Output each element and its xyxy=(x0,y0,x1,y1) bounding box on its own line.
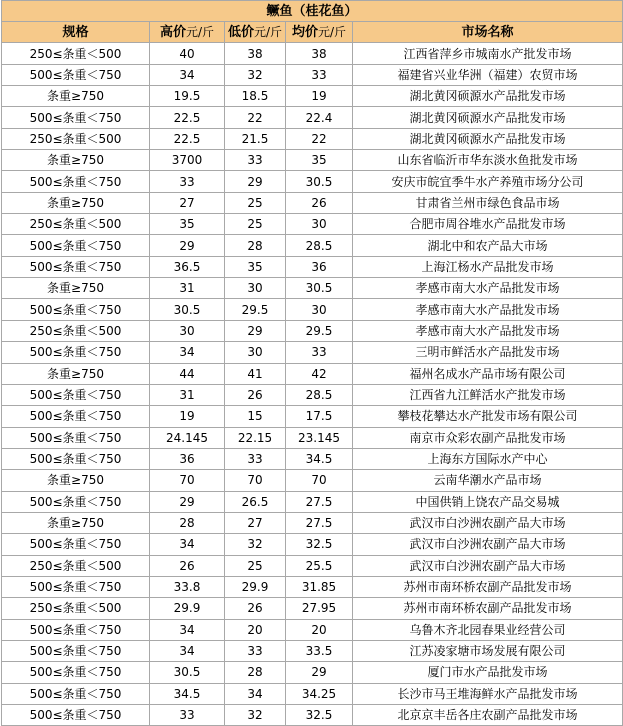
cell-low-price: 30 xyxy=(225,278,286,299)
cell-high-price: 29 xyxy=(150,491,225,512)
cell-spec: 500≤条重＜750 xyxy=(2,427,150,448)
cell-high-price: 24.145 xyxy=(150,427,225,448)
table-row xyxy=(2,683,623,704)
cell-low-price: 28 xyxy=(225,662,286,683)
table-row xyxy=(2,705,623,726)
cell-high-price: 44 xyxy=(150,363,225,384)
cell-avg-price: 70 xyxy=(286,470,353,491)
header-row xyxy=(2,22,623,43)
table-row xyxy=(2,150,623,171)
header-high-price xyxy=(150,22,225,43)
cell-market-name: 湖北黄冈硕源水产品批发市场 xyxy=(353,86,623,107)
cell-market-name: 厦门市水产品批发市场 xyxy=(353,662,623,683)
cell-low-price: 25 xyxy=(225,555,286,576)
cell-low-price: 38 xyxy=(225,43,286,64)
cell-high-price: 34 xyxy=(150,640,225,661)
cell-market-name: 南京市众彩农副产品批发市场 xyxy=(353,427,623,448)
cell-avg-price: 23.145 xyxy=(286,427,353,448)
cell-spec: 500≤条重＜750 xyxy=(2,491,150,512)
cell-avg-price: 35 xyxy=(286,150,353,171)
cell-market-name: 中国供销上饶农产品交易城 xyxy=(353,491,623,512)
cell-high-price: 27 xyxy=(150,192,225,213)
header-low-price xyxy=(225,22,286,43)
cell-market-name: 福州名成水产品市场有限公司 xyxy=(353,363,623,384)
cell-market-name: 孝感市南大水产品批发市场 xyxy=(353,299,623,320)
cell-avg-price: 27.5 xyxy=(286,491,353,512)
cell-avg-price: 25.5 xyxy=(286,555,353,576)
cell-market-name: 苏州市南环桥农副产品批发市场 xyxy=(353,598,623,619)
cell-market-name: 江苏凌家塘市场发展有限公司 xyxy=(353,640,623,661)
cell-spec: 500≤条重＜750 xyxy=(2,619,150,640)
cell-high-price: 34 xyxy=(150,619,225,640)
table-row xyxy=(2,299,623,320)
cell-market-name: 武汉市白沙洲农副产品大市场 xyxy=(353,512,623,533)
cell-market-name: 湖北黄冈硕源水产品批发市场 xyxy=(353,107,623,128)
cell-spec: 500≤条重＜750 xyxy=(2,662,150,683)
cell-spec: 500≤条重＜750 xyxy=(2,683,150,704)
cell-high-price: 30.5 xyxy=(150,299,225,320)
cell-avg-price: 26 xyxy=(286,192,353,213)
cell-avg-price: 29 xyxy=(286,662,353,683)
table-row xyxy=(2,320,623,341)
cell-avg-price: 33 xyxy=(286,64,353,85)
cell-market-name: 三明市鲜活水产品批发市场 xyxy=(353,342,623,363)
cell-low-price: 21.5 xyxy=(225,128,286,149)
cell-market-name: 孝感市南大水产品批发市场 xyxy=(353,278,623,299)
cell-low-price: 29 xyxy=(225,320,286,341)
header-avg-price xyxy=(286,22,353,43)
cell-spec: 500≤条重＜750 xyxy=(2,107,150,128)
cell-spec: 250≤条重＜500 xyxy=(2,43,150,64)
cell-avg-price: 30.5 xyxy=(286,278,353,299)
table-row xyxy=(2,406,623,427)
cell-high-price: 40 xyxy=(150,43,225,64)
header-low-label: 低价 xyxy=(227,24,254,40)
cell-low-price: 41 xyxy=(225,363,286,384)
price-table xyxy=(1,0,623,726)
cell-market-name: 武汉市白沙洲农副产品大市场 xyxy=(353,534,623,555)
header-avg-unit: 元/斤 xyxy=(317,24,347,39)
cell-market-name: 长沙市马王堆海鲜水产品批发市场 xyxy=(353,683,623,704)
cell-high-price: 34.5 xyxy=(150,683,225,704)
cell-low-price: 32 xyxy=(225,705,286,726)
title-row xyxy=(2,1,623,22)
cell-spec: 250≤条重＜500 xyxy=(2,555,150,576)
cell-spec: 500≤条重＜750 xyxy=(2,534,150,555)
table-row xyxy=(2,427,623,448)
cell-low-price: 32 xyxy=(225,534,286,555)
cell-market-name: 北京京丰岳各庄农副产品批发市场 xyxy=(353,705,623,726)
cell-spec: 500≤条重＜750 xyxy=(2,235,150,256)
cell-spec: 500≤条重＜750 xyxy=(2,256,150,277)
cell-low-price: 28 xyxy=(225,235,286,256)
table-title: 鳜鱼（桂花鱼） xyxy=(2,1,623,22)
cell-high-price: 33.8 xyxy=(150,576,225,597)
cell-avg-price: 28.5 xyxy=(286,235,353,256)
cell-high-price: 34 xyxy=(150,64,225,85)
cell-avg-price: 27.5 xyxy=(286,512,353,533)
table-row xyxy=(2,64,623,85)
cell-low-price: 22.15 xyxy=(225,427,286,448)
cell-avg-price: 22 xyxy=(286,128,353,149)
table-row xyxy=(2,171,623,192)
table-row xyxy=(2,619,623,640)
header-high-unit: 元/斤 xyxy=(185,24,215,39)
cell-spec: 500≤条重＜750 xyxy=(2,640,150,661)
cell-market-name: 安庆市皖宜季牛水产养殖市场分公司 xyxy=(353,171,623,192)
cell-high-price: 34 xyxy=(150,342,225,363)
cell-market-name: 上海东方国际水产中心 xyxy=(353,448,623,469)
cell-spec: 500≤条重＜750 xyxy=(2,342,150,363)
cell-market-name: 乌鲁木齐北园春果业经营公司 xyxy=(353,619,623,640)
table-row xyxy=(2,128,623,149)
cell-high-price: 28 xyxy=(150,512,225,533)
cell-high-price: 33 xyxy=(150,171,225,192)
table-body xyxy=(2,43,623,726)
table-row xyxy=(2,598,623,619)
cell-avg-price: 20 xyxy=(286,619,353,640)
cell-spec: 500≤条重＜750 xyxy=(2,171,150,192)
cell-spec: 500≤条重＜750 xyxy=(2,406,150,427)
cell-spec: 500≤条重＜750 xyxy=(2,705,150,726)
cell-low-price: 35 xyxy=(225,256,286,277)
table-row xyxy=(2,192,623,213)
cell-low-price: 27 xyxy=(225,512,286,533)
cell-avg-price: 42 xyxy=(286,363,353,384)
cell-high-price: 34 xyxy=(150,534,225,555)
cell-spec: 500≤条重＜750 xyxy=(2,64,150,85)
table-row xyxy=(2,278,623,299)
cell-spec: 条重≥750 xyxy=(2,470,150,491)
cell-high-price: 30 xyxy=(150,320,225,341)
cell-market-name: 江西省九江鲜活水产批发市场 xyxy=(353,384,623,405)
cell-market-name: 合肥市周谷堆水产品批发市场 xyxy=(353,214,623,235)
cell-spec: 条重≥750 xyxy=(2,86,150,107)
cell-low-price: 29.5 xyxy=(225,299,286,320)
cell-spec: 250≤条重＜500 xyxy=(2,214,150,235)
cell-spec: 条重≥750 xyxy=(2,512,150,533)
table-row xyxy=(2,534,623,555)
cell-high-price: 19.5 xyxy=(150,86,225,107)
cell-high-price: 70 xyxy=(150,470,225,491)
cell-low-price: 34 xyxy=(225,683,286,704)
cell-spec: 条重≥750 xyxy=(2,278,150,299)
header-avg-label: 均价 xyxy=(291,24,318,40)
cell-low-price: 26 xyxy=(225,384,286,405)
header-spec: 规格 xyxy=(2,22,150,43)
cell-market-name: 苏州市南环桥农副产品批发市场 xyxy=(353,576,623,597)
cell-high-price: 30.5 xyxy=(150,662,225,683)
cell-avg-price: 28.5 xyxy=(286,384,353,405)
header-low-unit: 元/斤 xyxy=(253,24,283,39)
table-row xyxy=(2,363,623,384)
table-row xyxy=(2,448,623,469)
cell-high-price: 35 xyxy=(150,214,225,235)
cell-low-price: 25 xyxy=(225,214,286,235)
cell-spec: 条重≥750 xyxy=(2,192,150,213)
table-row xyxy=(2,576,623,597)
cell-avg-price: 31.85 xyxy=(286,576,353,597)
cell-avg-price: 33.5 xyxy=(286,640,353,661)
cell-low-price: 26.5 xyxy=(225,491,286,512)
cell-high-price: 31 xyxy=(150,278,225,299)
table-row xyxy=(2,384,623,405)
cell-market-name: 湖北黄冈硕源水产品批发市场 xyxy=(353,128,623,149)
cell-market-name: 湖北中和农产品大市场 xyxy=(353,235,623,256)
cell-high-price: 3700 xyxy=(150,150,225,171)
cell-avg-price: 19 xyxy=(286,86,353,107)
cell-high-price: 26 xyxy=(150,555,225,576)
cell-high-price: 31 xyxy=(150,384,225,405)
cell-avg-price: 29.5 xyxy=(286,320,353,341)
cell-low-price: 15 xyxy=(225,406,286,427)
cell-avg-price: 38 xyxy=(286,43,353,64)
cell-avg-price: 34.25 xyxy=(286,683,353,704)
cell-spec: 500≤条重＜750 xyxy=(2,384,150,405)
cell-high-price: 36 xyxy=(150,448,225,469)
cell-low-price: 29.9 xyxy=(225,576,286,597)
cell-low-price: 25 xyxy=(225,192,286,213)
cell-spec: 500≤条重＜750 xyxy=(2,299,150,320)
cell-market-name: 攀枝花攀达水产批发市场有限公司 xyxy=(353,406,623,427)
cell-avg-price: 32.5 xyxy=(286,705,353,726)
cell-spec: 500≤条重＜750 xyxy=(2,448,150,469)
cell-market-name: 甘肃省兰州市绿色食品市场 xyxy=(353,192,623,213)
table-row xyxy=(2,640,623,661)
cell-high-price: 29 xyxy=(150,235,225,256)
table-row xyxy=(2,235,623,256)
table-row xyxy=(2,43,623,64)
cell-low-price: 32 xyxy=(225,64,286,85)
cell-market-name: 福建省兴业华洲（福建）农贸市场 xyxy=(353,64,623,85)
cell-market-name: 山东省临沂市华东淡水鱼批发市场 xyxy=(353,150,623,171)
cell-low-price: 33 xyxy=(225,640,286,661)
cell-market-name: 云南华潮水产品市场 xyxy=(353,470,623,491)
cell-spec: 250≤条重＜500 xyxy=(2,598,150,619)
table-row xyxy=(2,491,623,512)
cell-avg-price: 36 xyxy=(286,256,353,277)
cell-low-price: 29 xyxy=(225,171,286,192)
cell-avg-price: 32.5 xyxy=(286,534,353,555)
cell-avg-price: 17.5 xyxy=(286,406,353,427)
cell-high-price: 29.9 xyxy=(150,598,225,619)
header-high-label: 高价 xyxy=(159,24,186,40)
cell-market-name: 江西省萍乡市城南水产批发市场 xyxy=(353,43,623,64)
table-row xyxy=(2,214,623,235)
table-row xyxy=(2,555,623,576)
cell-low-price: 20 xyxy=(225,619,286,640)
header-market: 市场名称 xyxy=(353,22,623,43)
table-row xyxy=(2,86,623,107)
cell-high-price: 33 xyxy=(150,705,225,726)
cell-avg-price: 30 xyxy=(286,214,353,235)
cell-avg-price: 34.5 xyxy=(286,448,353,469)
cell-avg-price: 33 xyxy=(286,342,353,363)
cell-spec: 250≤条重＜500 xyxy=(2,128,150,149)
cell-low-price: 22 xyxy=(225,107,286,128)
cell-high-price: 19 xyxy=(150,406,225,427)
cell-high-price: 36.5 xyxy=(150,256,225,277)
cell-spec: 条重≥750 xyxy=(2,150,150,171)
cell-spec: 条重≥750 xyxy=(2,363,150,384)
cell-low-price: 70 xyxy=(225,470,286,491)
table-row xyxy=(2,512,623,533)
cell-market-name: 孝感市南大水产品批发市场 xyxy=(353,320,623,341)
cell-avg-price: 27.95 xyxy=(286,598,353,619)
cell-spec: 500≤条重＜750 xyxy=(2,576,150,597)
cell-high-price: 22.5 xyxy=(150,107,225,128)
table-row xyxy=(2,107,623,128)
table-row xyxy=(2,256,623,277)
cell-high-price: 22.5 xyxy=(150,128,225,149)
cell-market-name: 武汉市白沙洲农副产品大市场 xyxy=(353,555,623,576)
cell-spec: 250≤条重＜500 xyxy=(2,320,150,341)
cell-avg-price: 30 xyxy=(286,299,353,320)
table-row xyxy=(2,662,623,683)
cell-avg-price: 30.5 xyxy=(286,171,353,192)
cell-low-price: 33 xyxy=(225,150,286,171)
cell-market-name: 上海江杨水产品批发市场 xyxy=(353,256,623,277)
table-row xyxy=(2,470,623,491)
cell-low-price: 26 xyxy=(225,598,286,619)
table-row xyxy=(2,342,623,363)
cell-low-price: 18.5 xyxy=(225,86,286,107)
cell-low-price: 33 xyxy=(225,448,286,469)
cell-low-price: 30 xyxy=(225,342,286,363)
cell-avg-price: 22.4 xyxy=(286,107,353,128)
